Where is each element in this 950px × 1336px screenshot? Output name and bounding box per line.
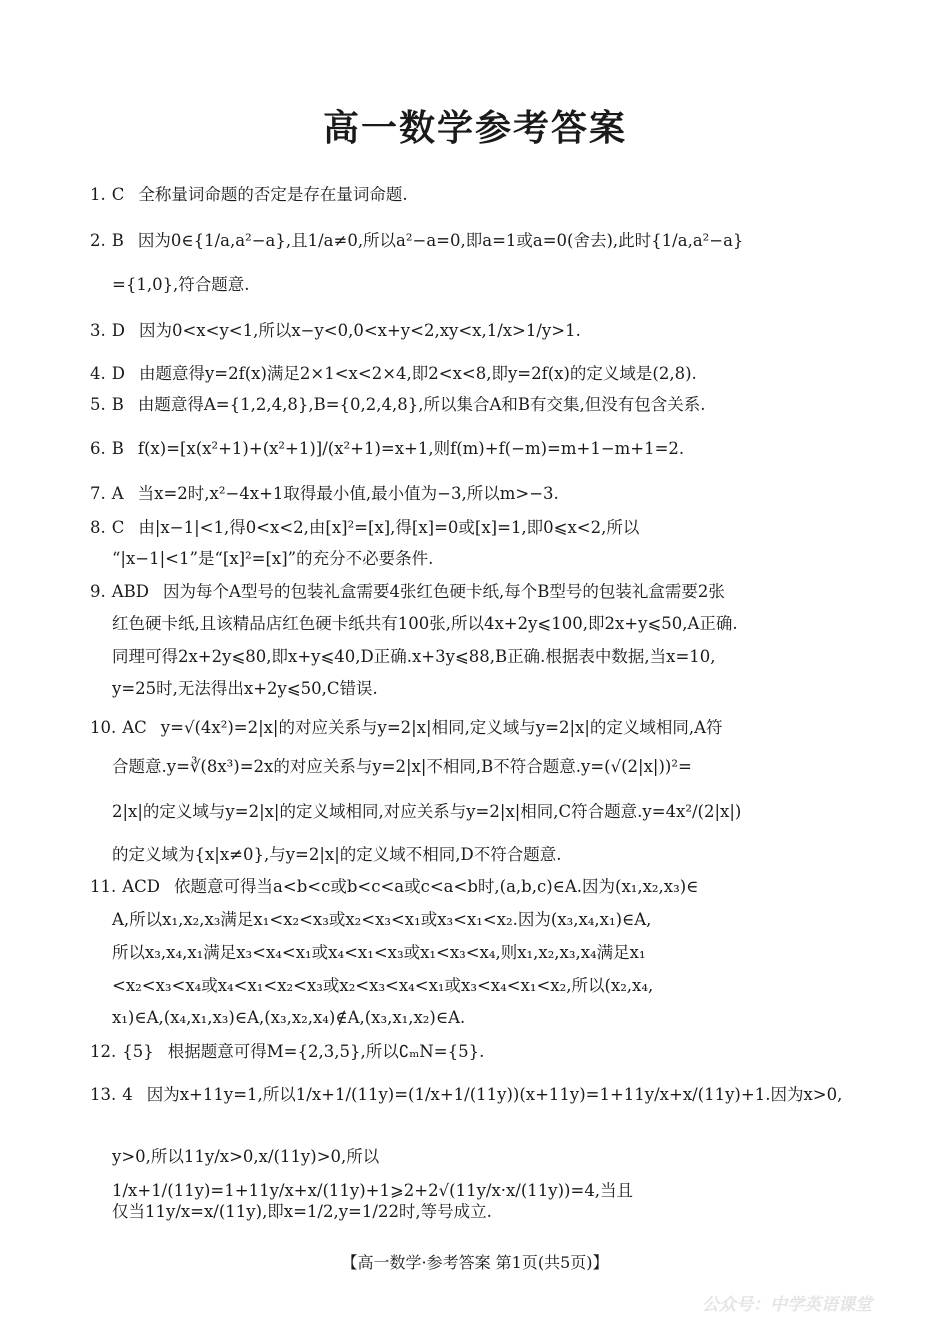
item-text-continued: 红色硬卡纸,且该精品店红色硬卡纸共有100张,所以4x+2y⩽100,即2x+y⩽50,A正确. — [112, 614, 738, 633]
item-number: 12. — [90, 1042, 117, 1061]
item-answer: C — [111, 185, 125, 204]
answer-item-6 — [90, 432, 865, 466]
answer-item-10 — [90, 711, 865, 745]
item-text-continued: “|x−1|<1”是“[x]²=[x]”的充分不必要条件. — [112, 549, 434, 568]
item-text: 当x=2时,x²−4x+1取得最小值,最小值为−3,所以m>−3. — [137, 484, 559, 503]
answer-item-13 — [90, 1078, 865, 1112]
item-text-continued: x₁)∈A,(x₄,x₁,x₃)∈A,(x₃,x₂,x₄)∉A,(x₃,x₁,x₂)∈A. — [112, 1008, 466, 1027]
page-title: 高一数学参考答案 — [322, 108, 627, 149]
item-number: 2. — [90, 231, 106, 250]
item-number: 5. — [90, 395, 106, 414]
answer-item-12 — [90, 1035, 865, 1069]
item-number: 7. — [90, 484, 106, 503]
answer-item-3 — [90, 314, 865, 348]
item-text: 因为0∈{1/a,a²−a},且1/a≠0,所以a²−a=0,即a=1或a=0(舍去),此时{1/a,a²−a} — [137, 231, 744, 250]
item-number: 1. — [90, 185, 106, 204]
item-text-continued: ={1,0},符合题意. — [112, 275, 250, 294]
answer-item-1 — [90, 178, 865, 212]
answer-item-4 — [90, 357, 865, 391]
item-number: 9. — [90, 582, 106, 601]
item-text-continued: 所以x₃,x₄,x₁满足x₃<x₄<x₁或x₄<x₁<x₃或x₁<x₃<x₄,则x₁,x₂,x₃,x₄满足x₁ — [112, 943, 646, 962]
item-text-continued: y>0,所以11y/x>0,x/(11y)>0,所以1/x+1/(11y)=1+11y/x+x/(11y)+1⩾2+2√(11y/x·x/(11y))=4,当且 — [112, 1147, 634, 1200]
answer-item-11 — [90, 870, 865, 904]
item-text-continued: <x₂<x₃<x₄或x₄<x₁<x₂<x₃或x₂<x₃<x₄<x₁或x₃<x₄<x₁<x₂,所以(x₂,x₄, — [112, 976, 654, 995]
item-answer: ABD — [111, 582, 150, 601]
item-text: 由题意得A={1,2,4,8},B={0,2,4,8},所以集合A和B有交集,但没有包含关系. — [137, 395, 706, 414]
item-text-continued: y=25时,无法得出x+2y⩽50,C错误. — [112, 679, 378, 698]
answer-item-9 — [90, 575, 865, 609]
item-answer: 4 — [122, 1085, 133, 1104]
item-text: 因为每个A型号的包装礼盒需要4张红色硬卡纸,每个B型号的包装礼盒需要2张 — [163, 582, 725, 601]
answer-item-8 — [90, 511, 865, 545]
item-answer: AC — [122, 718, 147, 737]
item-answer: B — [111, 439, 124, 458]
item-number: 3. — [90, 321, 106, 340]
item-answer: {5} — [122, 1042, 154, 1061]
item-text: 全称量词命题的否定是存在量词命题. — [138, 185, 408, 204]
answer-item-5 — [90, 388, 865, 422]
item-text: 因为0<x<y<1,所以x−y<0,0<x+y<2,xy<x,1/x>1/y>1. — [138, 321, 581, 340]
item-text-continued: 同理可得2x+2y⩽80,即x+y⩽40,D正确.x+3y⩽88,B正确.根据表中数据,当x=10, — [112, 647, 716, 666]
item-text: 依题意可得当a<b<c或b<c<a或c<a<b时,(a,b,c)∈A.因为(x₁,x₂,x₃)∈ — [174, 877, 699, 896]
item-text: 由题意得y=2f(x)满足2×1<x<2×4,即2<x<8,即y=2f(x)的定义域是(2,8). — [138, 364, 697, 383]
item-answer: B — [111, 231, 124, 250]
item-answer: A — [111, 484, 124, 503]
page-footer: 【高一数学·参考答案 第1页(共5页)】 — [341, 1253, 609, 1272]
item-answer: D — [111, 364, 125, 383]
item-number: 8. — [90, 518, 106, 537]
item-number: 6. — [90, 439, 106, 458]
item-text: y=√(4x²)=2|x|的对应关系与y=2|x|相同,定义域与y=2|x|的定义域相同,A符 — [160, 718, 723, 737]
item-text: f(x)=[x(x²+1)+(x²+1)]/(x²+1)=x+1,则f(m)+f(−m)=m+1−m+1=2. — [137, 439, 685, 458]
answer-item-7 — [90, 477, 865, 511]
answer-item-2 — [90, 224, 865, 258]
item-text: 因为x+11y=1,所以1/x+1/(11y)=(1/x+1/(11y))(x+11y)=1+11y/x+x/(11y)+1.因为x>0, — [146, 1085, 843, 1104]
item-text-continued: 仅当11y/x=x/(11y),即x=1/2,y=1/22时,等号成立. — [112, 1202, 492, 1221]
item-text: 由|x−1|<1,得0<x<2,由[x]²=[x],得[x]=0或[x]=1,即0⩽x<2,所以 — [138, 518, 640, 537]
item-answer: ACD — [122, 877, 161, 896]
item-text: 根据题意可得M={2,3,5},所以∁ₘN={5}. — [167, 1042, 485, 1061]
item-number: 13. — [90, 1085, 117, 1104]
watermark: 公众号：中学英语课堂 — [702, 1295, 872, 1315]
item-number: 11. — [90, 877, 117, 896]
item-text-continued: 2|x|的定义域与y=2|x|的定义域相同,对应关系与y=2|x|相同,C符合题意.y=4x²/(2|x|) — [112, 802, 742, 821]
item-number: 10. — [90, 718, 117, 737]
item-number: 4. — [90, 364, 106, 383]
item-answer: C — [111, 518, 125, 537]
item-answer: B — [111, 395, 124, 414]
item-text-continued: 合题意.y=∛(8x³)=2x的对应关系与y=2|x|不相同,B不符合题意.y=(√(2|x|))²= — [112, 757, 692, 776]
item-answer: D — [111, 321, 125, 340]
item-text-continued: 的定义域为{x|x≠0},与y=2|x|的定义域不相同,D不符合题意. — [112, 845, 562, 864]
item-text-continued: A,所以x₁,x₂,x₃满足x₁<x₂<x₃或x₂<x₃<x₁或x₃<x₁<x₂.因为(x₃,x₄,x₁)∈A, — [112, 910, 652, 929]
